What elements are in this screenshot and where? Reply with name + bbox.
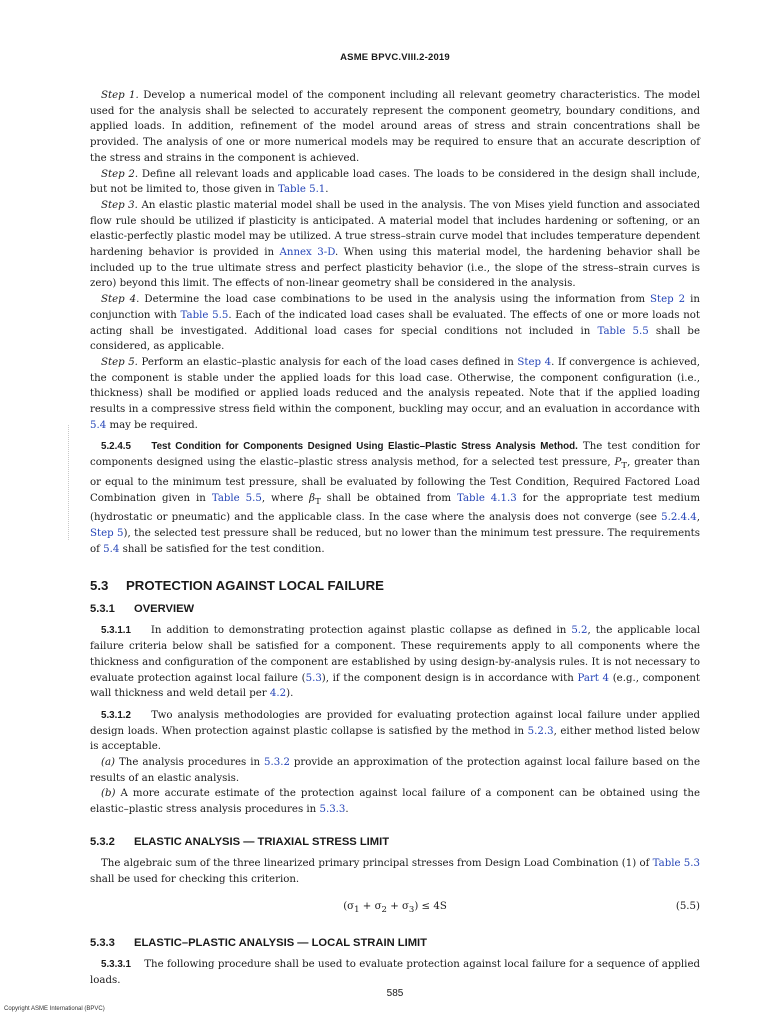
paragraph-number: 5.3.1.2 <box>101 709 131 721</box>
section-4-2-link[interactable]: 4.2 <box>269 688 287 700</box>
table-5-5-link[interactable]: Table 5.5 <box>597 325 649 337</box>
section-5-3-link[interactable]: 5.3 <box>305 672 322 684</box>
step-2-paragraph: Step 2. Define all relevant loads and applicable load cases. The loads to be considered in the design shall include, but not be limited to, those given in Table 5.1. <box>90 168 700 196</box>
equation-number: (5.5) <box>675 901 700 913</box>
section-5-4-link[interactable]: 5.4 <box>103 543 120 555</box>
equation-body: $(\sigma_1 + \sigma_2 + \sigma_3) \le 4S$ <box>343 901 447 916</box>
paragraph-5-3-1-2: 5.3.1.2 Two analysis methodologies are provided for evaluating protection against local failure under applied design loads. When protection against plastic collapse is satisfied by the method in 5.2.3, either method listed below is acceptable. <box>90 709 700 753</box>
part-4-link[interactable]: Part 4 <box>577 672 610 684</box>
step-label: Step 4. <box>101 294 140 306</box>
step-1-paragraph: Step 1. Develop a numerical model of the component including all relevant geometry characteristics. The model used for the analysis shall be selected to accurately represent the component geometry, boundary conditions, and applied loads. In addition, refinement of the model around areas of stress and strain concentrations shall be provided. The analysis of one or more numerical models may be required to ensure that an accurate description of the stress and strains in the component is achieved. <box>90 90 700 164</box>
paragraph-number: 5.3.3.1 <box>101 959 131 971</box>
copyright-notice: Copyright ASME International (BPVC) <box>4 1006 105 1012</box>
list-item-b: (b) A more accurate estimate of the protection against local failure of a component can be obtained using the elastic–plastic stress analysis procedures in 5.3.3. <box>90 788 700 816</box>
equation-5-5 <box>90 897 700 919</box>
symbol-p: P <box>614 457 622 469</box>
paragraph-number: 5.3.1.1 <box>101 625 131 637</box>
step-5-paragraph: Step 5. Perform an elastic–plastic analysis for each of the load cases defined in Step 4. If convergence is achieved, the component is stable under the applied loads for this load case. Otherwise, the component configuration (i.e., thickness) shall be modified or applied loads reduced and the analysis repeated. Note that if the applied loading results in a compressive stress field within the component, buckling may occur, and an evaluation in accordance with 5.4 may be required. <box>90 356 701 431</box>
table-5-1-link[interactable]: Table 5.1 <box>277 184 326 196</box>
table-5-5-link[interactable]: Table 5.5 <box>180 309 229 321</box>
page-number: 585 <box>386 988 404 999</box>
table-4-1-3-link[interactable]: Table 4.1.3 <box>456 492 517 504</box>
section-heading-5-3: 5.3 PROTECTION AGAINST LOCAL FAILURE <box>90 578 384 594</box>
step-label: Step 5. <box>101 356 138 368</box>
step-label: Step 3. <box>101 199 138 211</box>
section-heading-5-3-3: 5.3.3 ELASTIC–PLASTIC ANALYSIS — LOCAL STRAIN LIMIT <box>90 937 427 950</box>
list-item-a: (a) The analysis procedures in 5.3.2 provide an approximation of the protection against local failure based on the results of an elastic analysis. <box>90 757 700 784</box>
document-page <box>90 0 700 1024</box>
section-heading-5-3-2: 5.3.2 ELASTIC ANALYSIS — TRIAXIAL STRESS LIMIT <box>90 835 390 848</box>
section-5-2-3-link[interactable]: 5.2.3 <box>527 725 554 737</box>
step-3-paragraph: Step 3. An elastic plastic material model shall be used in the analysis. The von Mises yield function and associated flow rule should be utilized if plasticity is anticipated. A material model that includes hardening or softening, or an elastic-perfectly plastic model may be utilized. A true stress–strain curve model that includes temperature dependent hardening behavior is provided in Annex 3-D. When using this material model, the hardening behavior shall be included up to the true ultimate stress and perfect plasticity behavior (i.e., the slope of the stress–strain curves is zero) beyond this limit. The effects of non-linear geometry shall be considered in the analysis. <box>90 199 700 290</box>
annex-3d-link[interactable]: Annex 3-D <box>279 247 336 259</box>
step-2-link[interactable]: Step 2 <box>650 294 686 306</box>
list-label: (a) <box>101 757 116 769</box>
section-5-4-link[interactable]: 5.4 <box>90 419 107 431</box>
margin-watermark-strip <box>68 425 70 540</box>
step-label: Step 2. <box>101 168 139 180</box>
list-label: (b) <box>101 788 116 800</box>
table-5-5-link[interactable]: Table 5.5 <box>211 492 262 504</box>
running-header: ASME BPVC.VIII.2-2019 <box>340 52 450 63</box>
paragraph-number: 5.2.4.5 <box>101 441 131 453</box>
step-4-paragraph: Step 4. Determine the load case combinations to be used in the analysis using the information from Step 2 in conjunction with Table 5.5. Each of the indicated load cases shall be evaluated. The effects of one or more loads not acting shall be investigated. Additional load cases for special conditions not included in Table 5.5 shall be considered, as applicable. <box>90 294 701 353</box>
section-5-2-4-4-link[interactable]: 5.2.4.4 <box>661 512 697 524</box>
step-5-link[interactable]: Step 5 <box>90 528 124 540</box>
section-5-2-link[interactable]: 5.2 <box>571 625 588 637</box>
table-5-3-link[interactable]: Table 5.3 <box>652 857 700 869</box>
paragraph-title: Test Condition for Components Designed Using Elastic–Plastic Stress Analysis Method. <box>151 441 578 453</box>
step-label: Step 1. <box>101 90 139 101</box>
paragraph-5-3-2: The algebraic sum of the three linearized primary principal stresses from Design Load Combination (1) of Table 5.3 shall be used for checking this criterion. <box>90 857 700 885</box>
document-body <box>90 88 700 989</box>
paragraph-5-3-1-1: 5.3.1.1 In addition to demonstrating protection against plastic collapse as defined in 5.2, the applicable local failure criteria below shall be satisfied for a component. These requirements apply to all components where the thickness and configuration of the component are established by using design-by-analysis rules. It is not necessary to evaluate protection against local failure (5.3), if the component design is in accordance with Part 4 (e.g., component wall thickness and weld detail per 4.2). <box>90 625 700 700</box>
section-5-3-3-link[interactable]: 5.3.3 <box>319 804 346 816</box>
section-5-3-2-link[interactable]: 5.3.2 <box>264 757 290 769</box>
step-4-link[interactable]: Step 4 <box>517 356 552 368</box>
section-heading-5-3-1: 5.3.1 OVERVIEW <box>90 603 195 616</box>
paragraph-5-3-3-1: 5.3.3.1 The following procedure shall be used to evaluate protection against local failure for a sequence of applied loads. <box>90 959 700 986</box>
symbol-beta: β <box>309 492 316 504</box>
paragraph-5-2-4-5: 5.2.4.5 Test Condition for Components Designed Using Elastic–Plastic Stress Analysis Method. The test condition for components designed using the elastic–plastic stress analysis method, for a selected test pressure, $P_T$, greater than or equal to the minimum test pressure, shall be evaluated by following the Test Condition, Required Factored Load Combination given in Table 5.5, where $\beta_T$ shall be obtained from Table 4.1.3 for the appropriate test medium (hydrostatic or pneumatic) and the applicable class. In the case where the analysis does not converge (see 5.2.4.4, Step 5), the selected test pressure shall be reduced, but no lower than the minimum test pressure. The requirements of 5.4 shall be satisfied for the test condition. <box>90 441 700 555</box>
